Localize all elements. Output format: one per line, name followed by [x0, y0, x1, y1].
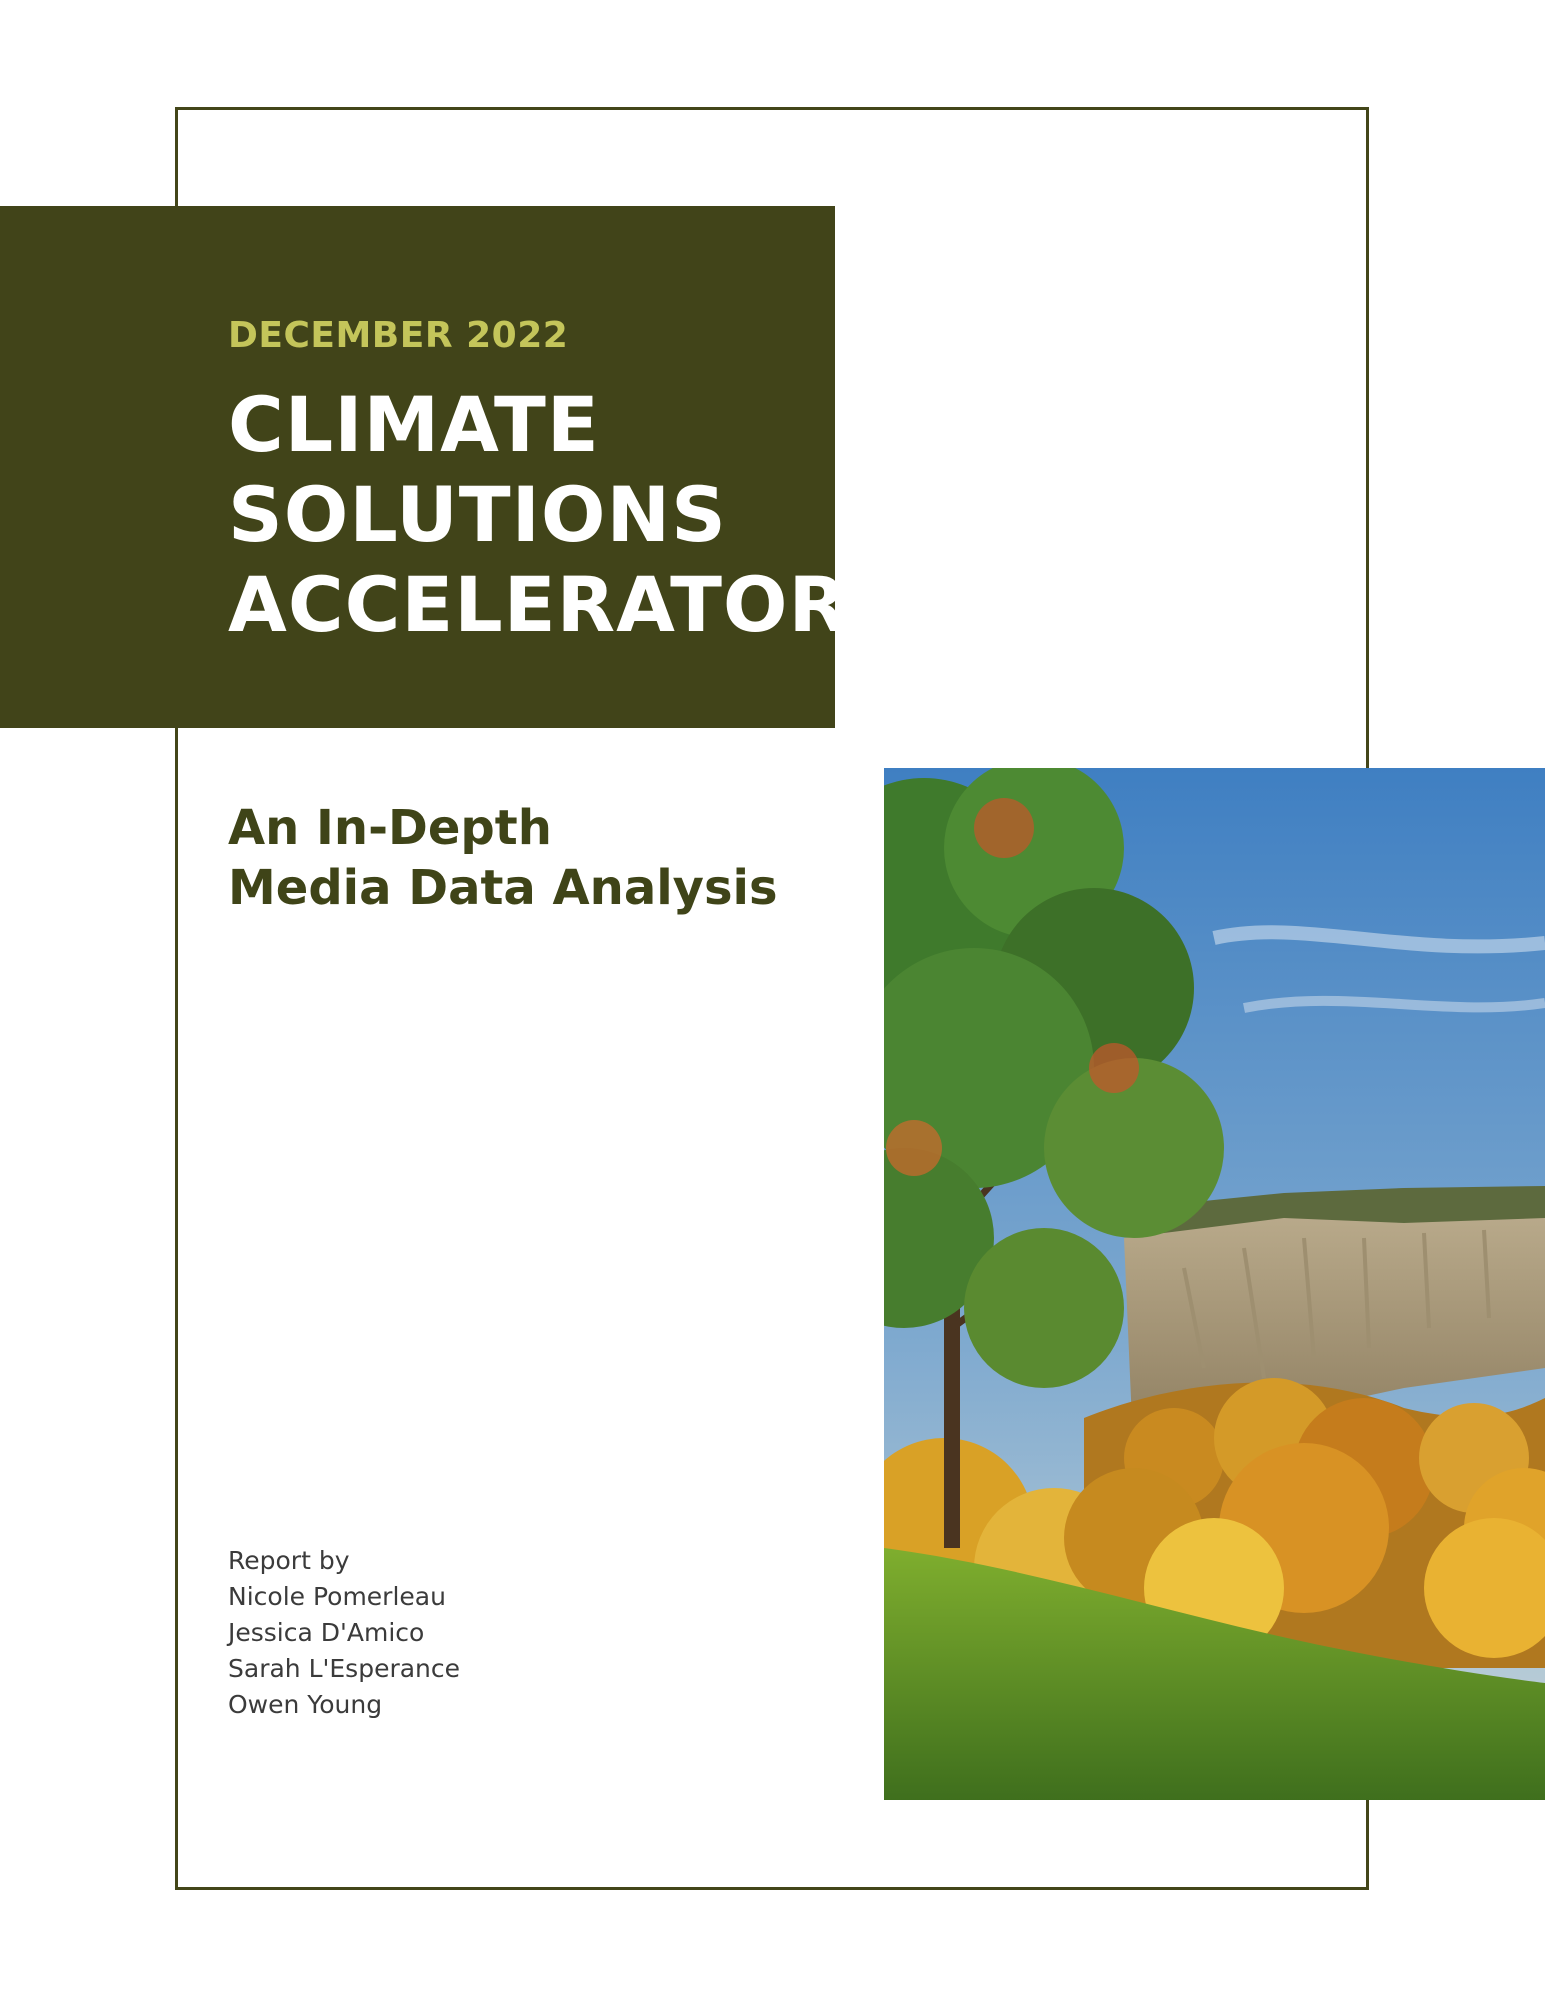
credits: [228, 1543, 460, 1723]
subtitle-line: An In-Depth: [228, 800, 552, 856]
subtitle-line: Media Data Analysis: [228, 860, 778, 916]
report-date: DECEMBER 2022: [228, 315, 569, 356]
report-title: [228, 380, 848, 650]
credits-label: Report by: [228, 1546, 350, 1575]
author-name: Owen Young: [228, 1690, 383, 1719]
title-line: ACCELERATOR: [228, 560, 849, 649]
author-name: Nicole Pomerleau: [228, 1582, 446, 1611]
title-line: CLIMATE: [228, 380, 600, 469]
author-name: Jessica D'Amico: [228, 1618, 425, 1647]
author-name: Sarah L'Esperance: [228, 1654, 461, 1683]
autumn-landscape-photo: [884, 768, 1545, 1800]
title-line: SOLUTIONS: [228, 470, 727, 559]
report-subtitle: [228, 798, 778, 918]
